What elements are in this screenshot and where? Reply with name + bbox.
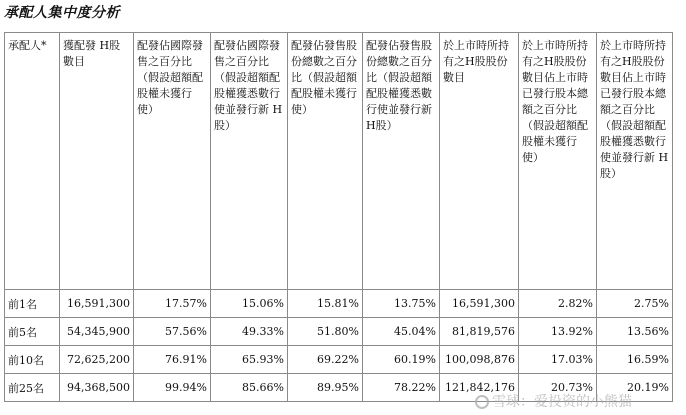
cell-value: 16,591,300 xyxy=(440,290,519,318)
cell-value: 15.06% xyxy=(211,290,288,318)
page-title: 承配人集中度分析 xyxy=(4,5,120,21)
cell-rank: 前5名 xyxy=(5,318,60,346)
header-pct-offer-full-overallot: 配發佔發售股份總數之百分比（假設超額配股權獲悉數行使並發行新 H股） xyxy=(363,33,440,290)
cell-value: 13.75% xyxy=(363,290,440,318)
cell-value: 15.81% xyxy=(288,290,363,318)
header-pct-offer-no-overallot: 配發佔發售股份總數之百分比（假設超額配股權未獲行使） xyxy=(288,33,363,290)
cell-value: 89.95% xyxy=(288,374,363,402)
cell-value: 81,819,576 xyxy=(440,318,519,346)
watermark-text: 雪球：爱投资的小熊猫 xyxy=(492,394,632,410)
cell-value: 2.82% xyxy=(519,290,597,318)
cell-value: 16,591,300 xyxy=(60,290,134,318)
cell-value: 16.59% xyxy=(597,346,673,374)
cell-value: 51.80% xyxy=(288,318,363,346)
cell-value: 45.04% xyxy=(363,318,440,346)
cell-value: 13.56% xyxy=(597,318,673,346)
cell-value: 49.33% xyxy=(211,318,288,346)
cell-rank: 前1名 xyxy=(5,290,60,318)
watermark xyxy=(475,391,632,411)
cell-value: 72,625,200 xyxy=(60,346,134,374)
header-pct-intl-no-overallot: 配發佔國際發售之百分比（假設超額配股權未獲行使） xyxy=(134,33,211,290)
cell-value: 100,098,876 xyxy=(440,346,519,374)
cell-value: 20.19% xyxy=(597,374,673,402)
cell-value: 65.93% xyxy=(211,346,288,374)
cell-value: 54,345,900 xyxy=(60,318,134,346)
cell-value: 94,368,500 xyxy=(60,374,134,402)
header-placee: 承配人* xyxy=(5,33,60,290)
table-header-row xyxy=(5,33,673,290)
cell-value: 99.94% xyxy=(134,374,211,402)
cell-value: 78.22% xyxy=(363,374,440,402)
cell-value: 76.91% xyxy=(134,346,211,374)
cell-value: 17.57% xyxy=(134,290,211,318)
header-h-shares-held-at-listing: 於上市時所持有之H股股份數目 xyxy=(440,33,519,290)
header-pct-capital-full-overallot: 於上市時所持有之H股股份數目佔上市時已發行股本總額之百分比（假設超額配股權獲悉數行使並發行新 H股） xyxy=(597,33,673,290)
cell-value: 121,842,176 xyxy=(440,374,519,402)
cell-value: 2.75% xyxy=(597,290,673,318)
cell-value: 20.73% xyxy=(519,374,597,402)
snowball-logo-icon xyxy=(475,395,489,409)
placee-concentration-table xyxy=(4,32,673,402)
table-row xyxy=(5,318,673,346)
header-pct-capital-no-overallot: 於上市時所持有之H股股份數目佔上市時已發行股本總額之百分比（假設超額配股權未獲行使） xyxy=(519,33,597,290)
cell-value: 85.66% xyxy=(211,374,288,402)
header-pct-intl-full-overallot: 配發佔國際發售之百分比（假設超額配股權獲悉數行使並發行新 H股） xyxy=(211,33,288,290)
cell-value: 57.56% xyxy=(134,318,211,346)
cell-value: 60.19% xyxy=(363,346,440,374)
cell-value: 17.03% xyxy=(519,346,597,374)
cell-value: 69.22% xyxy=(288,346,363,374)
cell-rank: 前10名 xyxy=(5,346,60,374)
header-allotted-h-shares: 獲配發 H股數目 xyxy=(60,33,134,290)
cell-value: 13.92% xyxy=(519,318,597,346)
table-row xyxy=(5,346,673,374)
cell-rank: 前25名 xyxy=(5,374,60,402)
table-row xyxy=(5,290,673,318)
